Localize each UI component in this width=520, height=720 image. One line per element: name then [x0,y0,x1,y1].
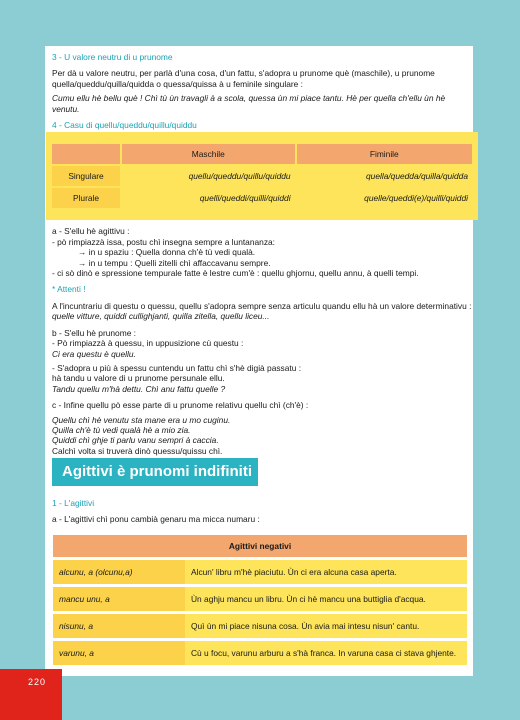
demonstrative-table [50,142,474,210]
subsection-text: a - L'agittivi chì ponu cambià genaru ma micca numaru : [52,514,260,524]
table-cell [297,188,472,208]
point-b-line-3: - S'adopra u più à spessu cuntendu un fattu chì s'hè digià passatu : [52,362,302,373]
table-row [52,166,472,186]
attenti-text: A l'incuntrariu di questu o quessu, quellu s'adopra sempre senza articulu quandu ellu hà un valore determinativu : [52,300,472,311]
table-row [52,188,472,208]
row-label: varunu, a [53,641,185,665]
table-cell [122,166,295,186]
table-header-empty [52,144,120,164]
cell-text: quellu/queddu/quillu/quiddu [188,171,291,182]
point-a-line-4: - ci sò dinò e spressione tempurale fatte è lestre cum'è : quellu ghjornu, quellu annu, à quelli tempi. [52,268,419,279]
point-c-example-3: Quiddi chì ghje ti parlu vanu sempri à caccia. [52,435,219,446]
point-c-example-1: Quellu chì hè venutu sta mane era u mo cuginu. [52,414,231,425]
negative-adjectives-table-wrapper [53,532,467,668]
page-number-block [0,669,62,720]
point-a-line-3: → in u tempu : Quelli zitelli chì affaccavanu sempre. [78,257,271,268]
table-row [53,560,467,584]
point-a-line-2: → in u spaziu : Quella donna ch'è tù vedi qualà. [78,247,256,258]
row-example: Ùn aghju mancu un libru. Ùn ci hè mancu una buttiglia d'acqua. [185,587,467,611]
point-a-title: a - S'ellu hè agittivu : [52,226,130,237]
table-header-maschile: Maschile [122,144,295,164]
table-header-fiminile: Fiminile [297,144,472,164]
point-b-line-1: - Pò rimpiazzà à quessu, in uppusizione cù questu : [52,338,244,349]
page-number: 220 [28,677,47,687]
subsection-title: 1 - L'agittivi [52,498,95,508]
section-4-title: 4 - Casu di quellu/queddu/quillu/quiddu [52,120,197,131]
section-3-title: 3 - U valore neutru di u prunome [52,52,173,62]
table-row [53,587,467,611]
main-content [52,52,472,456]
attenti-example: quelle vitture, quiddi cullighjanti, quilla zitella, quellu liceu... [52,311,270,322]
cell-text: quelle/queddi(e)/quilli/quiddi [364,193,468,204]
row-label: Plurale [52,188,120,208]
row-example: Quì ùn mi piace nisuna cosa. Ùn avia mai intesu nisun' cantu. [185,614,467,638]
table-cell [297,166,472,186]
cell-text: quelli/queddi/quilli/quiddi [199,193,291,204]
negative-adjectives-table [53,532,467,668]
table-row [53,614,467,638]
point-b-line-4: hà tandu u valore di u prunome persunale ellu. [52,373,225,384]
point-b-example-2: Tandu quellu m'hà dettu. Chì anu fattu quelle ? [52,383,226,394]
section-banner: Agittivi è prunomi indifiniti [52,458,258,486]
point-c-title: c - Infine quellu pò esse parte di u prunome relativu quellu chì (ch'è) : [52,400,309,411]
section-4-box [46,132,478,220]
table-header-row [52,144,472,164]
row-label: mancu unu, a [53,587,185,611]
point-c-example-2: Quilla ch'è tù vedi qualà hè a mio zia. [52,424,191,435]
table-header-row [53,535,467,557]
row-example: Alcun' libru m'hè piaciutu. Ùn ci era alcuna casa aperta. [185,560,467,584]
point-a-line-1: - pò rimpiazzà issa, postu chì insegna sempre a luntananza: [52,236,275,247]
section-3-text: Per dà u valore neutru, per parlà d'una cosa, d'un fattu, s'adopra u prunome què (maschile), u prunome quella/queddu/quilla/quidda o quessa/quissa à u feminile singulare : [52,68,435,89]
point-b-example-1: Ci era questu è quellu. [52,348,136,359]
section-3-example: Cumu ellu hè bellu què ! Chì tù ùn travagli à a scola, quessa ùn mi piace tantu. Hè per quella ch'ellu ùn hè venutu. [52,93,446,114]
row-label: alcunu, a (olcunu,a) [53,560,185,584]
cell-text: quella/quedda/quilla/quidda [366,171,468,182]
row-example: Cù u focu, varunu arburu a s'hà franca. In varuna casa ci stava ghjente. [185,641,467,665]
table-cell [122,188,295,208]
row-label: nisunu, a [53,614,185,638]
attenti-title: * Attenti ! [52,284,86,295]
row-label: Singulare [52,166,120,186]
table-title: Agittivi negativi [53,535,467,557]
table-row [53,641,467,665]
point-b-title: b - S'ellu hè prunome : [52,327,136,338]
point-c-note: Calchì volta si truverà dinò quessu/quissu chì. [52,445,223,456]
